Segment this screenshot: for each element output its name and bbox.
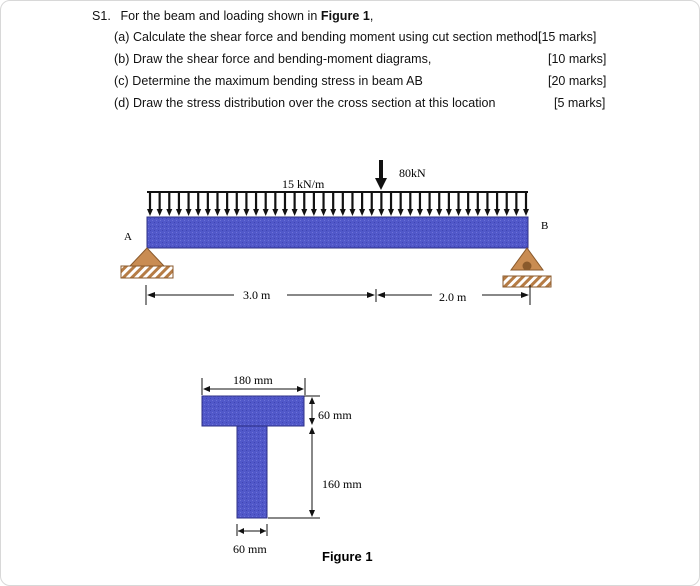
support-b-label: B (541, 220, 549, 232)
part-label: (a) (114, 30, 130, 44)
udl-arrow-head (513, 209, 519, 216)
part-label: (b) (114, 52, 130, 66)
udl-arrow-head (301, 209, 307, 216)
web-width-dimension (237, 524, 267, 536)
udl-arrow-head (321, 209, 327, 216)
distributed-load (147, 192, 529, 216)
question-intro-suffix: , (369, 9, 374, 23)
flange-thickness-label: 60 mm (318, 408, 352, 422)
udl-arrow-head (311, 209, 317, 216)
part-c-marks: [20 marks] (548, 74, 607, 88)
figure-reference: Figure 1 (320, 9, 370, 23)
udl-arrow-head (504, 209, 510, 216)
udl-arrow-head (253, 209, 259, 216)
web-height-dimension (268, 427, 320, 518)
t-section-web (237, 426, 267, 518)
web-width-label: 60 mm (233, 542, 267, 556)
beam-ab (147, 217, 528, 248)
figure-caption: Figure 1 (322, 549, 373, 564)
udl-arrows (147, 193, 529, 216)
part-label: (c) (114, 74, 129, 88)
udl-arrow-head (378, 209, 384, 216)
udl-arrow-head (417, 209, 423, 216)
flange-width-label: 180 mm (233, 373, 273, 387)
support-a (121, 248, 173, 278)
udl-arrow-head (214, 209, 220, 216)
udl-arrow-head (427, 209, 433, 216)
udl-arrow-head (340, 209, 346, 216)
point-load-label: 80kN (399, 166, 426, 180)
udl-arrow-head (186, 209, 192, 216)
udl-arrow-head (388, 209, 394, 216)
support-b (503, 248, 551, 287)
part-d-marks: [5 marks] (554, 96, 606, 110)
udl-arrow-head (147, 209, 153, 216)
part-label: (d) (114, 96, 130, 110)
part-text: Draw the stress distribution over the cross section at this location (132, 96, 496, 110)
part-text: Determine the maximum bending stress in beam AB (132, 74, 423, 88)
udl-arrow-head (359, 209, 365, 216)
point-load-arrow (375, 160, 387, 190)
part-text: Draw the shear force and bending-moment diagrams, (132, 52, 432, 66)
question-intro-text: For the beam and loading shown in (120, 9, 321, 23)
udl-arrow-head (176, 209, 182, 216)
udl-arrow-head (398, 209, 404, 216)
udl-arrow-head (349, 209, 355, 216)
udl-arrow-head (234, 209, 240, 216)
udl-arrow-head (263, 209, 269, 216)
udl-arrow-head (456, 209, 462, 216)
udl-arrow-head (523, 209, 529, 216)
udl-arrow-head (292, 209, 298, 216)
span-right-label: 2.0 m (439, 290, 467, 304)
udl-arrow-head (330, 209, 336, 216)
udl-arrow-head (157, 209, 163, 216)
udl-arrow-head (436, 209, 442, 216)
part-text: Calculate the shear force and bending moment using cut section method, (132, 30, 542, 44)
udl-arrow-head (272, 209, 278, 216)
span-dimension (146, 285, 530, 305)
t-section-flange (202, 396, 304, 426)
udl-arrow-head (224, 209, 230, 216)
web-height-label: 160 mm (322, 477, 362, 491)
udl-arrow-head (407, 209, 413, 216)
udl-arrow-head (166, 209, 172, 216)
part-a-marks: [15 marks] (538, 30, 597, 44)
udl-arrow-head (195, 209, 201, 216)
distributed-load-label: 15 kN/m (282, 177, 325, 191)
udl-arrow-head (475, 209, 481, 216)
part-b-marks: [10 marks] (548, 52, 607, 66)
question-number: S1. (92, 9, 111, 23)
udl-arrow-head (243, 209, 249, 216)
span-left-label: 3.0 m (243, 288, 271, 302)
t-section (202, 396, 304, 518)
udl-arrow-head (465, 209, 471, 216)
udl-arrow-head (446, 209, 452, 216)
udl-arrow-head (282, 209, 288, 216)
udl-arrow-head (205, 209, 211, 216)
support-a-label: A (124, 231, 132, 243)
udl-arrow-head (369, 209, 375, 216)
udl-arrow-head (484, 209, 490, 216)
udl-arrow-head (494, 209, 500, 216)
